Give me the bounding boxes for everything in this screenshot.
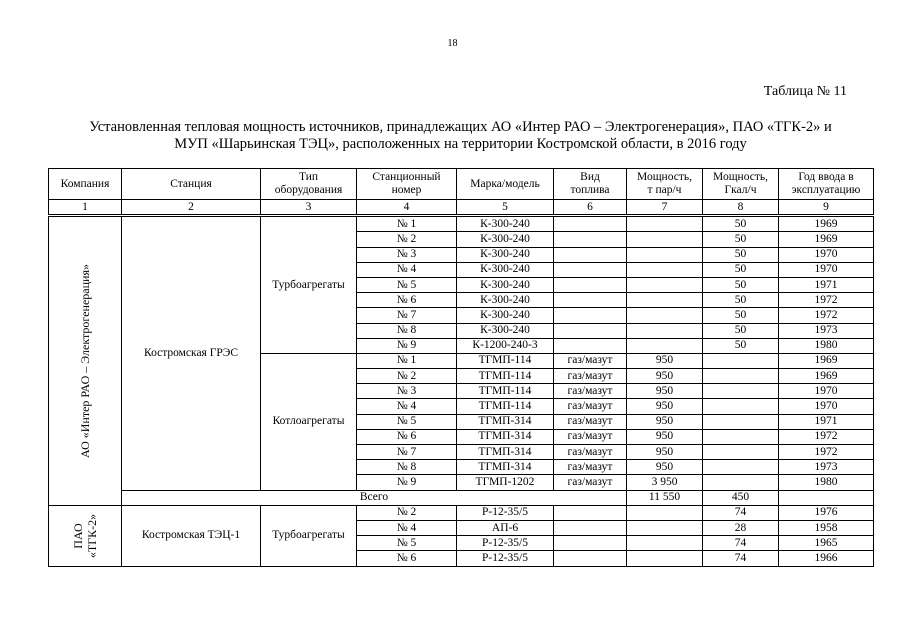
equipment-type-cell: Котлоагрегаты bbox=[261, 353, 357, 490]
fuel-cell bbox=[554, 216, 627, 232]
power-tph-cell bbox=[627, 323, 703, 338]
model-cell: ТГМП-1202 bbox=[457, 475, 554, 490]
station-number-cell: № 1 bbox=[357, 353, 457, 368]
power-gcal-cell bbox=[703, 369, 779, 384]
year-cell: 1971 bbox=[779, 277, 874, 292]
equipment-type-cell: Турбоагрегаты bbox=[261, 216, 357, 354]
fuel-cell bbox=[554, 536, 627, 551]
station-number-cell: № 9 bbox=[357, 338, 457, 353]
power-tph-cell: 950 bbox=[627, 429, 703, 444]
model-cell: К-300-240 bbox=[457, 293, 554, 308]
title-line-2: МУП «Шарьинская ТЭЦ», расположенных на территории Костромской области, в 2016 году bbox=[174, 136, 747, 152]
fuel-cell bbox=[554, 277, 627, 292]
power-tph-cell bbox=[627, 551, 703, 566]
total-gcal-cell: 450 bbox=[703, 490, 779, 505]
col-number: 6 bbox=[554, 200, 627, 216]
year-cell: 1969 bbox=[779, 369, 874, 384]
year-cell: 1966 bbox=[779, 551, 874, 566]
power-gcal-cell: 50 bbox=[703, 338, 779, 353]
year-cell: 1973 bbox=[779, 460, 874, 475]
header-model: Марка/модель bbox=[457, 169, 554, 200]
total-year-cell bbox=[779, 490, 874, 505]
station-cell: Костромская ТЭЦ-1 bbox=[122, 505, 261, 566]
model-cell: К-300-240 bbox=[457, 247, 554, 262]
fuel-cell: газ/мазут bbox=[554, 429, 627, 444]
station-number-cell: № 4 bbox=[357, 520, 457, 535]
power-gcal-cell bbox=[703, 460, 779, 475]
model-cell: К-300-240 bbox=[457, 262, 554, 277]
year-cell: 1971 bbox=[779, 414, 874, 429]
table-number: Таблица № 11 bbox=[763, 84, 847, 99]
table-row bbox=[49, 216, 874, 232]
power-tph-cell bbox=[627, 232, 703, 247]
station-number-cell: № 7 bbox=[357, 445, 457, 460]
year-cell: 1976 bbox=[779, 505, 874, 520]
station-cell: Костромская ГРЭС bbox=[122, 216, 261, 490]
header-station: Станция bbox=[122, 169, 261, 200]
station-number-cell: № 1 bbox=[357, 216, 457, 232]
station-number-cell: № 7 bbox=[357, 308, 457, 323]
year-cell: 1969 bbox=[779, 216, 874, 232]
power-gcal-cell bbox=[703, 384, 779, 399]
station-number-cell: № 4 bbox=[357, 399, 457, 414]
company-cell bbox=[49, 216, 122, 506]
fuel-cell: газ/мазут bbox=[554, 384, 627, 399]
model-cell: ТГМП-114 bbox=[457, 369, 554, 384]
station-number-cell: № 3 bbox=[357, 384, 457, 399]
power-tph-cell: 3 950 bbox=[627, 475, 703, 490]
model-cell: К-300-240 bbox=[457, 232, 554, 247]
company-name bbox=[71, 513, 99, 557]
station-number-cell: № 4 bbox=[357, 262, 457, 277]
station-number-cell: № 6 bbox=[357, 293, 457, 308]
model-cell: К-300-240 bbox=[457, 277, 554, 292]
column-number-row bbox=[49, 200, 874, 216]
company-name: АО «Интер РАО – Электрогенерация» bbox=[78, 264, 92, 458]
year-cell: 1972 bbox=[779, 445, 874, 460]
fuel-cell: газ/мазут bbox=[554, 369, 627, 384]
col-number: 8 bbox=[703, 200, 779, 216]
header-company: Компания bbox=[49, 169, 122, 200]
fuel-cell bbox=[554, 338, 627, 353]
station-number-cell: № 2 bbox=[357, 232, 457, 247]
year-cell: 1958 bbox=[779, 520, 874, 535]
power-gcal-cell: 74 bbox=[703, 536, 779, 551]
power-gcal-cell: 50 bbox=[703, 247, 779, 262]
power-tph-cell bbox=[627, 308, 703, 323]
header-year: Год ввода в эксплуатацию bbox=[779, 169, 874, 200]
year-cell: 1972 bbox=[779, 293, 874, 308]
header-row bbox=[49, 169, 874, 200]
col-number: 3 bbox=[261, 200, 357, 216]
model-cell: К-1200-240-3 bbox=[457, 338, 554, 353]
model-cell: ТГМП-114 bbox=[457, 353, 554, 368]
year-cell: 1969 bbox=[779, 232, 874, 247]
year-cell: 1970 bbox=[779, 247, 874, 262]
year-cell: 1970 bbox=[779, 262, 874, 277]
model-cell: Р-12-35/5 bbox=[457, 536, 554, 551]
power-gcal-cell bbox=[703, 414, 779, 429]
year-cell: 1970 bbox=[779, 399, 874, 414]
fuel-cell bbox=[554, 505, 627, 520]
header-power-gcal: Мощность, Гкал/ч bbox=[703, 169, 779, 200]
fuel-cell: газ/мазут bbox=[554, 399, 627, 414]
power-gcal-cell: 50 bbox=[703, 216, 779, 232]
table-row bbox=[49, 505, 874, 520]
table-body bbox=[49, 169, 874, 567]
power-tph-cell bbox=[627, 520, 703, 535]
total-row bbox=[49, 490, 874, 505]
station-number-cell: № 8 bbox=[357, 323, 457, 338]
header-fuel: Вид топлива bbox=[554, 169, 627, 200]
year-cell: 1970 bbox=[779, 384, 874, 399]
power-gcal-cell: 50 bbox=[703, 323, 779, 338]
table-title bbox=[48, 119, 873, 153]
total-tph-cell: 11 550 bbox=[627, 490, 703, 505]
power-gcal-cell: 50 bbox=[703, 277, 779, 292]
fuel-cell: газ/мазут bbox=[554, 445, 627, 460]
fuel-cell: газ/мазут bbox=[554, 460, 627, 475]
model-cell: ТГМП-314 bbox=[457, 460, 554, 475]
total-label-cell: Всего bbox=[122, 490, 627, 505]
year-cell: 1972 bbox=[779, 308, 874, 323]
fuel-cell bbox=[554, 323, 627, 338]
year-cell: 1965 bbox=[779, 536, 874, 551]
power-tph-cell bbox=[627, 277, 703, 292]
station-number-cell: № 5 bbox=[357, 536, 457, 551]
power-gcal-cell: 50 bbox=[703, 293, 779, 308]
power-tph-cell bbox=[627, 536, 703, 551]
station-number-cell: № 5 bbox=[357, 414, 457, 429]
station-number-cell: № 9 bbox=[357, 475, 457, 490]
station-number-cell: № 2 bbox=[357, 369, 457, 384]
model-cell: ТГМП-314 bbox=[457, 414, 554, 429]
fuel-cell: газ/мазут bbox=[554, 353, 627, 368]
station-number-cell: № 5 bbox=[357, 277, 457, 292]
power-tph-cell bbox=[627, 505, 703, 520]
col-number: 4 bbox=[357, 200, 457, 216]
fuel-cell bbox=[554, 232, 627, 247]
company-name-line: «ТГК-2» bbox=[85, 513, 99, 558]
power-tph-cell: 950 bbox=[627, 353, 703, 368]
power-gcal-cell: 50 bbox=[703, 232, 779, 247]
power-tph-cell: 950 bbox=[627, 399, 703, 414]
model-cell: Р-12-35/5 bbox=[457, 551, 554, 566]
header-type: Тип оборудования bbox=[261, 169, 357, 200]
header-number: Станционный номер bbox=[357, 169, 457, 200]
power-gcal-cell: 74 bbox=[703, 505, 779, 520]
power-gcal-cell bbox=[703, 445, 779, 460]
station-number-cell: № 3 bbox=[357, 247, 457, 262]
year-cell: 1973 bbox=[779, 323, 874, 338]
year-cell: 1980 bbox=[779, 338, 874, 353]
power-tph-cell: 950 bbox=[627, 414, 703, 429]
header-power-tph: Мощность, т пар/ч bbox=[627, 169, 703, 200]
col-number: 2 bbox=[122, 200, 261, 216]
power-tph-cell bbox=[627, 293, 703, 308]
power-gcal-cell bbox=[703, 429, 779, 444]
fuel-cell bbox=[554, 247, 627, 262]
model-cell: ТГМП-314 bbox=[457, 429, 554, 444]
power-tph-cell bbox=[627, 338, 703, 353]
col-number: 1 bbox=[49, 200, 122, 216]
title-line-1: Установленная тепловая мощность источников, принадлежащих АО «Интер РАО – Электрогенерация», ПАО «ТГК-2» и bbox=[89, 119, 832, 135]
station-number-cell: № 6 bbox=[357, 429, 457, 444]
col-number: 9 bbox=[779, 200, 874, 216]
fuel-cell: газ/мазут bbox=[554, 475, 627, 490]
fuel-cell: газ/мазут bbox=[554, 414, 627, 429]
capacity-table bbox=[48, 168, 874, 567]
year-cell: 1972 bbox=[779, 429, 874, 444]
company-cell bbox=[49, 505, 122, 566]
model-cell: К-300-240 bbox=[457, 308, 554, 323]
station-number-cell: № 2 bbox=[357, 505, 457, 520]
power-tph-cell: 950 bbox=[627, 460, 703, 475]
equipment-type-cell: Турбоагрегаты bbox=[261, 505, 357, 566]
model-cell: К-300-240 bbox=[457, 216, 554, 232]
company-name-line: ПАО bbox=[71, 522, 85, 549]
station-number-cell: № 6 bbox=[357, 551, 457, 566]
power-tph-cell: 950 bbox=[627, 384, 703, 399]
power-tph-cell bbox=[627, 216, 703, 232]
year-cell: 1980 bbox=[779, 475, 874, 490]
power-gcal-cell: 28 bbox=[703, 520, 779, 535]
power-gcal-cell: 50 bbox=[703, 262, 779, 277]
model-cell: ТГМП-314 bbox=[457, 445, 554, 460]
power-tph-cell bbox=[627, 262, 703, 277]
power-tph-cell: 950 bbox=[627, 445, 703, 460]
fuel-cell bbox=[554, 293, 627, 308]
year-cell: 1969 bbox=[779, 353, 874, 368]
col-number: 5 bbox=[457, 200, 554, 216]
model-cell: Р-12-35/5 bbox=[457, 505, 554, 520]
model-cell: ТГМП-114 bbox=[457, 384, 554, 399]
power-gcal-cell: 50 bbox=[703, 308, 779, 323]
model-cell: К-300-240 bbox=[457, 323, 554, 338]
power-gcal-cell: 74 bbox=[703, 551, 779, 566]
fuel-cell bbox=[554, 308, 627, 323]
power-gcal-cell bbox=[703, 399, 779, 414]
page-number: 18 bbox=[447, 38, 458, 49]
col-number: 7 bbox=[627, 200, 703, 216]
fuel-cell bbox=[554, 551, 627, 566]
fuel-cell bbox=[554, 262, 627, 277]
fuel-cell bbox=[554, 520, 627, 535]
power-gcal-cell bbox=[703, 353, 779, 368]
power-tph-cell bbox=[627, 247, 703, 262]
power-gcal-cell bbox=[703, 475, 779, 490]
model-cell: ТГМП-114 bbox=[457, 399, 554, 414]
model-cell: АП-6 bbox=[457, 520, 554, 535]
power-tph-cell: 950 bbox=[627, 369, 703, 384]
station-number-cell: № 8 bbox=[357, 460, 457, 475]
